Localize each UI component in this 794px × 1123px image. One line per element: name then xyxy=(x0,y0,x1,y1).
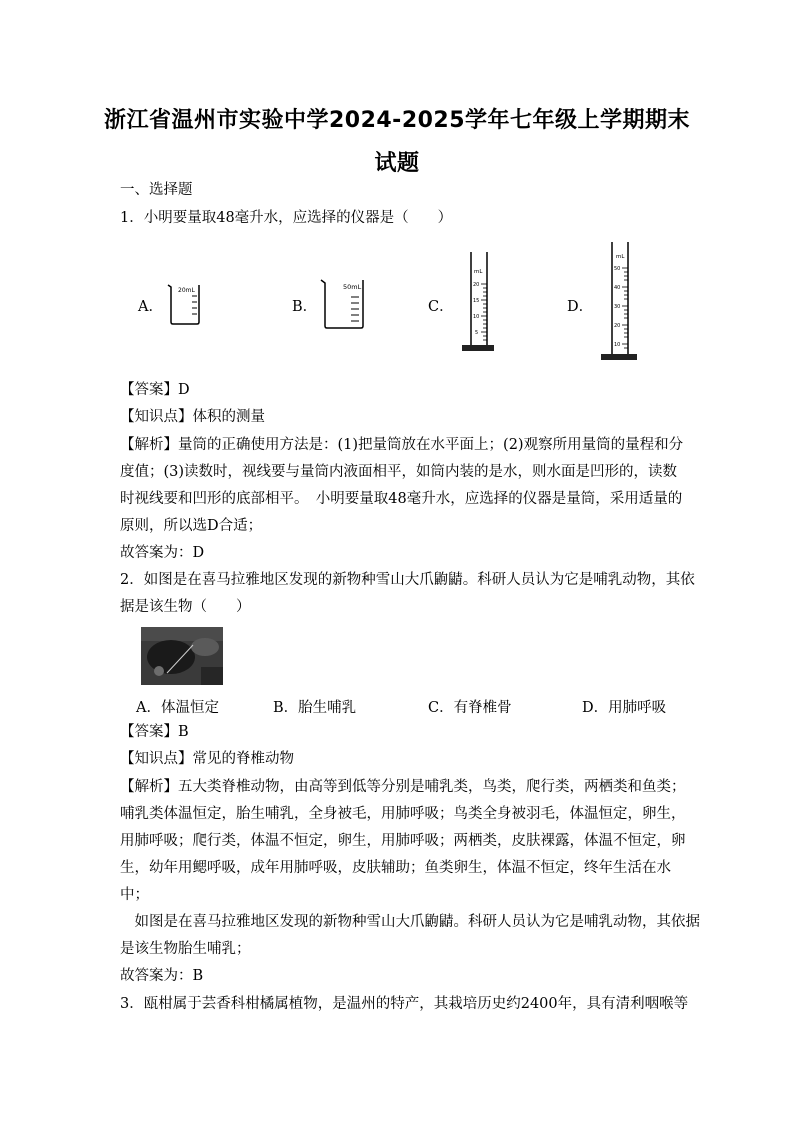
graduated-cylinder-d-figure xyxy=(598,240,640,366)
shrew-photo xyxy=(141,627,223,685)
q2-analysis-line: 是该生物胎生哺乳； xyxy=(120,941,251,957)
q2-option-d: D．用肺呼吸 xyxy=(582,700,667,716)
q1-analysis-line: 度值；(3)读数时，视线要与量筒内液面相平，如筒内装的是水，则水面是凹形的，读数 xyxy=(120,464,678,480)
cylinder-c-tick-15: 15 xyxy=(473,298,480,304)
beaker-50ml-figure xyxy=(318,277,370,331)
q2-stem-line: 2．如图是在喜马拉雅地区发现的新物种雪山大爪鼩鼱。科研人员认为它是哺乳动物，其依 xyxy=(120,572,695,588)
q2-final-answer: 故答案为：B xyxy=(120,968,204,984)
cylinder-d-tick-30: 30 xyxy=(614,304,621,310)
q2-option-a: A．体温恒定 xyxy=(136,700,219,716)
q2-analysis-line: 用肺呼吸；爬行类，体温不恒定，卵生，用肺呼吸；两栖类，皮肤裸露，体温不恒定，卵 xyxy=(120,833,686,849)
q2-analysis-line: 如图是在喜马拉雅地区发现的新物种雪山大爪鼩鼱。科研人员认为它是哺乳动物，其依据 xyxy=(120,914,700,930)
cylinder-c-tick-5: 5 xyxy=(475,330,479,336)
beaker-20ml-figure xyxy=(165,282,205,326)
q1-analysis-line: 原则，所以选D合适； xyxy=(120,518,263,534)
cylinder-c-tick-20: 20 xyxy=(473,282,480,288)
page-title: 浙江省温州市实验中学2024-2025学年七年级上学期期末 xyxy=(103,108,691,133)
cylinder-d-tick-40: 40 xyxy=(614,285,621,291)
q1-final-answer: 故答案为：D xyxy=(120,545,205,561)
q1-option-a-label: A． xyxy=(138,299,163,315)
q2-knowledge-point: 【知识点】常见的脊椎动物 xyxy=(120,751,294,767)
q1-option-d-label: D． xyxy=(567,299,594,315)
q1-analysis-line: 【解析】量筒的正确使用方法是：(1)把量筒放在水平面上；(2)观察所用量筒的量程和分 xyxy=(120,437,684,453)
q1-stem: 1．小明要量取48毫升水，应选择的仪器是（ ） xyxy=(120,210,453,226)
q2-option-c: C．有脊椎骨 xyxy=(428,700,512,716)
q2-analysis-line: 中； xyxy=(120,887,149,903)
q2-stem-line: 据是该生物（ ） xyxy=(120,599,251,615)
q2-analysis-line: 【解析】五大类脊椎动物，由高等到低等分别是哺乳类，鸟类，爬行类，两栖类和鱼类； xyxy=(120,779,686,795)
cylinder-c-unit: mL xyxy=(474,269,483,275)
q3-stem: 3．瓯柑属于芸香科柑橘属植物，是温州的特产，其栽培历史约2400年，具有清利咽喉等 xyxy=(120,996,689,1012)
q2-answer: 【答案】B xyxy=(120,724,189,740)
cylinder-d-tick-20: 20 xyxy=(614,323,621,329)
q1-knowledge-point: 【知识点】体积的测量 xyxy=(120,409,265,425)
q2-option-b: B．胎生哺乳 xyxy=(273,700,357,716)
beaker-a-capacity: 20mL xyxy=(178,287,195,294)
graduated-cylinder-c-figure xyxy=(460,250,496,358)
q1-analysis-line: 时视线要和凹形的底部相平。 小明要量取48毫升水，应选择的仪器是量筒，采用适量的 xyxy=(120,491,683,507)
q2-analysis-line: 哺乳类体温恒定，胎生哺乳，全身被毛，用肺呼吸；鸟类全身被羽毛，体温恒定，卵生， xyxy=(120,806,686,822)
q2-analysis-line: 生，幼年用鳃呼吸，成年用肺呼吸，皮肤辅助；鱼类卵生，体温不恒定，终年生活在水 xyxy=(120,860,671,876)
q1-answer: 【答案】D xyxy=(120,382,190,398)
beaker-b-capacity: 50mL xyxy=(343,283,362,291)
cylinder-c-tick-10: 10 xyxy=(473,314,480,320)
q1-option-b-label: B． xyxy=(292,299,318,315)
cylinder-d-tick-50: 50 xyxy=(614,266,621,272)
section-heading: 一、选择题 xyxy=(120,182,193,198)
q1-option-c-label: C． xyxy=(428,299,454,315)
cylinder-d-tick-10: 10 xyxy=(614,342,621,348)
cylinder-d-unit: mL xyxy=(616,254,625,260)
shrew-photo-image xyxy=(141,627,223,685)
page-title-continued: 试题 xyxy=(374,151,420,176)
